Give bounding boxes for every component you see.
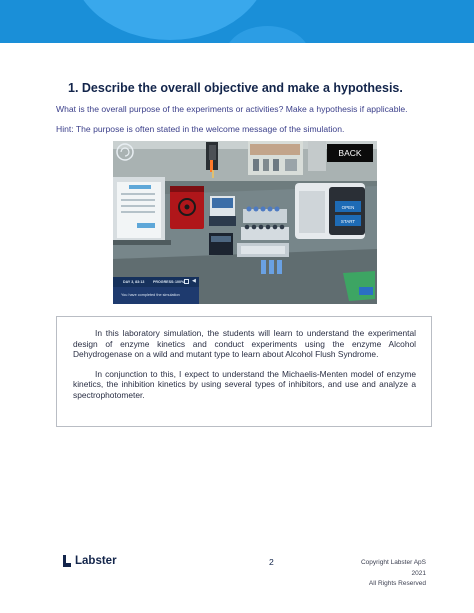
labster-logo-text: Labster <box>75 555 117 567</box>
page-number: 2 <box>269 557 274 567</box>
header-banner <box>0 0 474 43</box>
status-bar <box>113 277 199 304</box>
labster-logo-icon <box>62 555 72 567</box>
copyright-line-2: 2021 <box>411 569 426 577</box>
copyright-line-1: Copyright Labster ApS <box>360 559 426 566</box>
answer-paragraph-2: In conjunction to this, I expect to understand the Michaelis-Menten model of enzyme kinetics, the inhibition kinetics by using several types of inhibitors, and use and analyze a spectrophotometer. <box>73 368 416 400</box>
answer-box[interactable] <box>56 316 432 427</box>
status-progress-label: PROGRESS: <box>153 280 175 284</box>
back-button[interactable]: BACK <box>327 144 373 162</box>
section-heading: 1. Describe the overall objective and make a hypothesis. <box>68 81 403 95</box>
speaker-icon[interactable]: ◀ <box>192 278 196 284</box>
copyright-notice <box>361 558 426 590</box>
answer-paragraph-1: In this laboratory simulation, the students will learn to understand the experimental design of enzyme kinetics and conduct experiments using the enzyme Alcohol Dehydrogenase on a wild and mutant type to learn about Alcohol Flush Syndrome. <box>73 328 416 360</box>
copyright-line-3: All Rights Reserved <box>368 580 426 587</box>
machine-open-label: OPEN <box>341 205 355 210</box>
status-progress-value: 100% <box>175 280 185 284</box>
machine-start-label: START <box>340 219 356 224</box>
labster-logo <box>62 555 117 567</box>
grid-icon[interactable] <box>184 279 189 284</box>
status-day: DAY 3, 83:13 <box>123 280 145 284</box>
status-message: You have completed the simulation <box>121 293 180 297</box>
question-prompt: What is the overall purpose of the experiments or activities? Make a hypothesis if applicable. <box>56 104 408 114</box>
banner-decoration <box>225 26 310 43</box>
simulation-screenshot <box>113 141 377 304</box>
hint-text: Hint: The purpose is often stated in the welcome message of the simulation. <box>56 124 345 134</box>
